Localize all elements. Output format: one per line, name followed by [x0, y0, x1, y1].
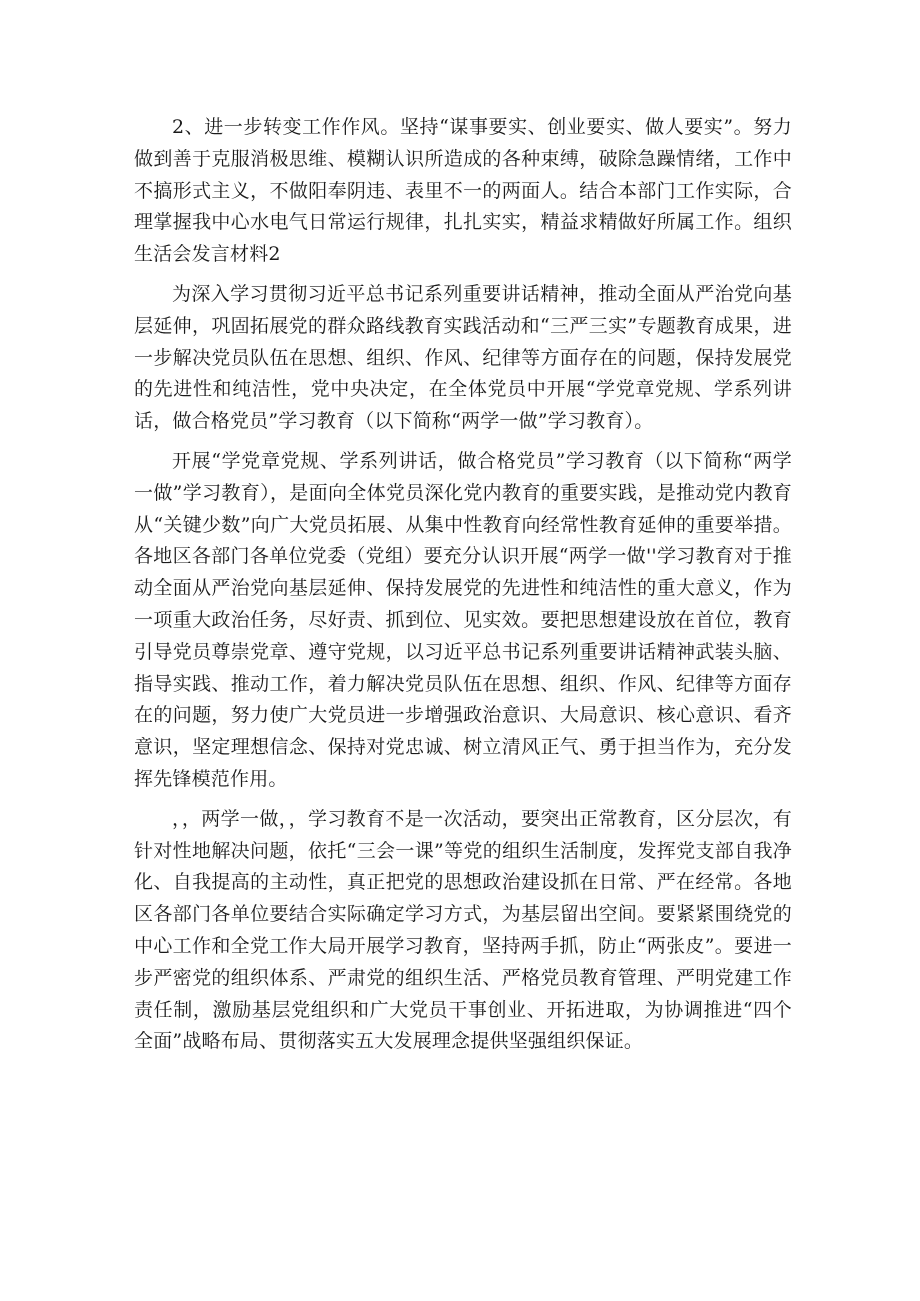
paragraph-intro: 为深入学习贯彻习近平总书记系列重要讲话精神，推动全面从严治党向基层延伸，巩固拓展党的群众路线教育实践活动和“三严三实”专题教育成果，进一步解决党员队伍在思想、组织、作风、纪律等方面存在的问题，保持发展党的先进性和纯洁性，党中央决定，在全体党员中开展“学党章党规、学系列讲话，做合格党员”学习教育（以下简称“两学一做”学习教育）。 — [134, 282, 792, 433]
document-body — [134, 112, 792, 1058]
paragraph-requirements: ，，两学一做，，学习教育不是一次活动，要突出正常教育，区分层次，有针对性地解决问题，依托“三会一课”等党的组织生活制度，发挥党支部自我净化、自我提高的主动性，真正把党的思想政治建设抓在日常、严在经常。各地区各部门各单位要结合实际确定学习方式，为基层留出空间。要紧紧围绕党的中心工作和全党工作大局开展学习教育，坚持两手抓，防止“两张皮”。要进一步严密党的组织体系、严肃党的组织生活、严格党员教育管理、严明党建工作责任制，激励基层党组织和广大党员干事创业、开拓进取，为协调推进“四个全面”战略布局、贯彻落实五大发展理念提供坚强组织保证。 — [134, 807, 792, 1053]
paragraph-significance: 开展“学党章党规、学系列讲话，做合格党员”学习教育（以下简称“两学一做”学习教育），是面向全体党员深化党内教育的重要实践，是推动党内教育从“关键少数”向广大党员拓展、从集中性教育向经常性教育延伸的重要举措。各地区各部门各单位党委（党组）要充分认识开展“两学一做''学习教育对于推动全面从严治党向基层延伸、保持发展党的先进性和纯洁性的重大意义，作为一项重大政治任务，尽好责、抓到位、见实效。要把思想建设放在首位，教育引导党员尊崇党章、遵守党规，以习近平总书记系列重要讲话精神武装头脑、指导实践、推动工作，着力解决党员队伍在思想、组织、作风、纪律等方面存在的问题，努力使广大党员进一步增强政治意识、大局意识、核心意识、看齐意识，坚定理想信念、保持对党忠诚、树立清风正气、勇于担当作为，充分发挥先锋模范作用。 — [134, 449, 792, 790]
paragraph-work-style: 2、进一步转变工作作风。坚持“谋事要实、创业要实、做人要实”。努力做到善于克服消极思维、模糊认识所造成的各种束缚，破除急躁情绪，工作中不搞形式主义，不做阳奉阴违、表里不一的两面人。结合本部门工作实际，合理掌握我中心水电气日常运行规律，扎扎实实，精益求精做好所属工作。组织生活会发言材料2 — [134, 116, 792, 266]
